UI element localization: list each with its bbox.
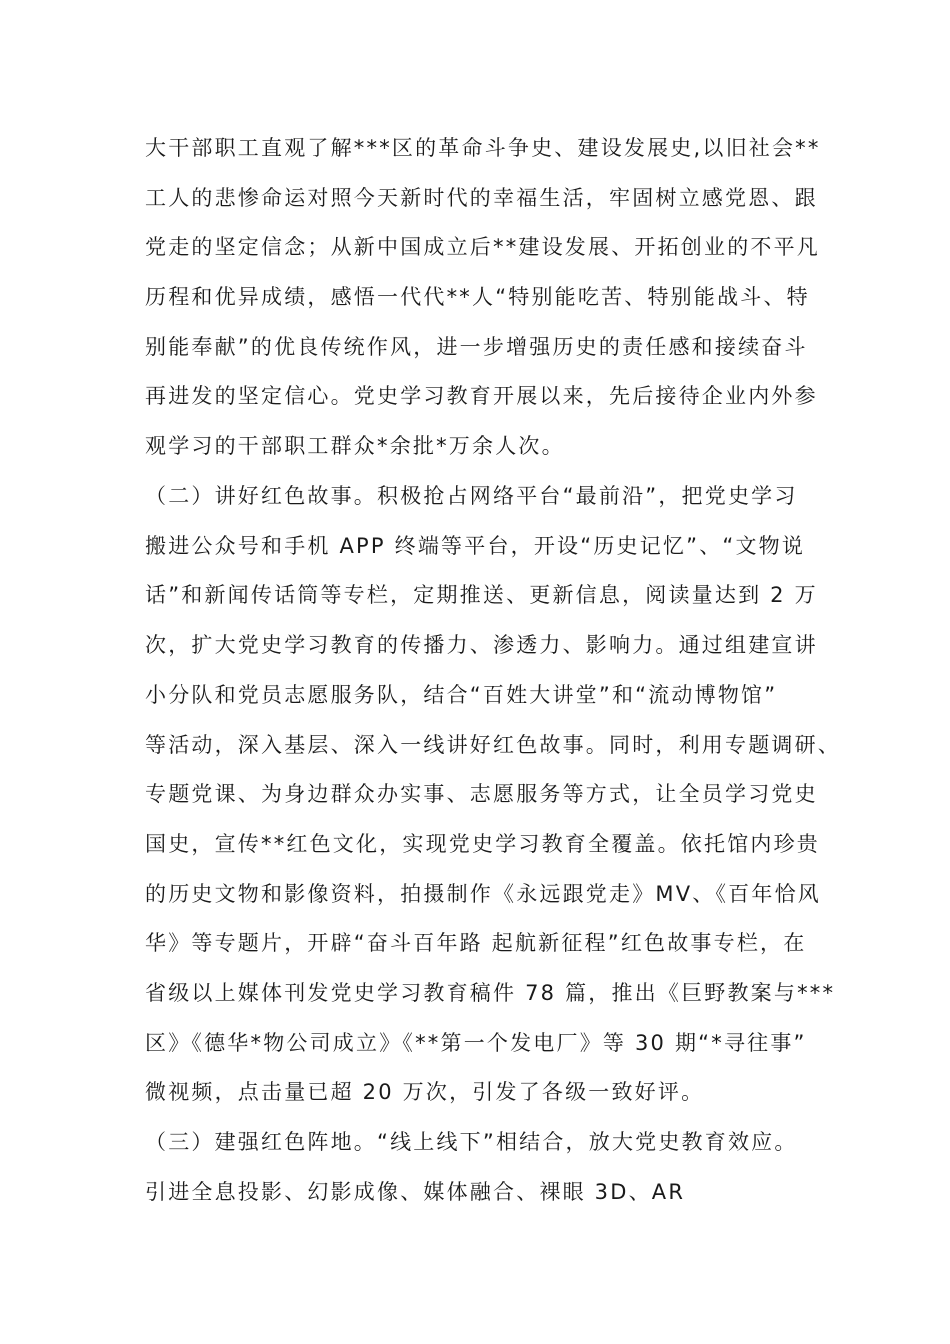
section-heading-line: （二）讲好红色故事。积极抢占网络平台“最前沿”，把党史学习 (145, 484, 798, 508)
section-heading-line: （三）建强红色阵地。“线上线下”相结合，放大党史教育效应。 (145, 1130, 798, 1154)
text-line: 搬进公众号和手机 APP 终端等平台，开设“历史记忆”、“文物说 (145, 534, 806, 558)
text-line: 大干部职工直观了解***区的革命斗争史、建设发展史,以旧社会** (145, 136, 821, 160)
text-line: 的历史文物和影像资料，拍摄制作《永远跟党走》MV、《百年恰风 (145, 882, 821, 906)
text-line: 等活动，深入基层、深入一线讲好红色故事。同时，利用专题调研、 (145, 733, 841, 757)
text-line: 观学习的干部职工群众*余批*万余人次。 (145, 434, 565, 458)
text-line: 小分队和党员志愿服务队，结合“百姓大讲堂”和“流动博物馆” (145, 683, 778, 707)
text-line: 党走的坚定信念；从新中国成立后**建设发展、开拓创业的不平凡 (145, 235, 820, 259)
text-line: 别能奉献”的优良传统作风，进一步增强历史的责任感和接续奋斗 (145, 335, 808, 359)
text-line: 华》等专题片，开辟“奋斗百年路 起航新征程”红色故事专栏，在 (145, 931, 807, 955)
text-line: 微视频，点击量已超 20 万次，引发了各级一致好评。 (145, 1080, 705, 1104)
text-line: 历程和优异成绩，感悟一代代**人“特别能吃苦、特别能战斗、特 (145, 285, 810, 309)
text-line: 引进全息投影、幻影成像、媒体融合、裸眼 3D、AR (145, 1180, 686, 1204)
text-line: 专题党课、为身边群众办实事、志愿服务等方式，让全员学习党史 (145, 782, 818, 806)
text-line: 话”和新闻传话筒等专栏，定期推送、更新信息，阅读量达到 2 万 (145, 583, 818, 607)
text-line: 次，扩大党史学习教育的传播力、渗透力、影响力。通过组建宣讲 (145, 633, 818, 657)
text-line: 国史，宣传**红色文化，实现党史学习教育全覆盖。依托馆内珍贵 (145, 832, 820, 856)
text-line: 工人的悲惨命运对照今天新时代的幸福生活，牢固树立感党恩、跟 (145, 186, 818, 210)
text-line: 再进发的坚定信心。党史学习教育开展以来，先后接待企业内外参 (145, 384, 818, 408)
text-line: 区》《德华*物公司成立》《**第一个发电厂》等 30 期“*寻往事” (145, 1031, 807, 1055)
text-line: 省级以上媒体刊发党史学习教育稿件 78 篇，推出《巨野教案与*** (145, 981, 836, 1005)
